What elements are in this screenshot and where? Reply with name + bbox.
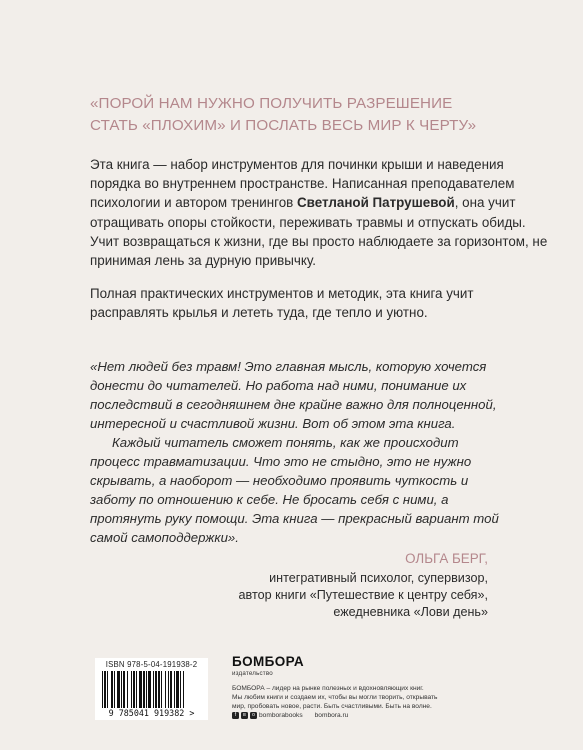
- headline-line-1: «ПОРОЙ НАМ НУЖНО ПОЛУЧИТЬ РАЗРЕШЕНИЕ: [90, 95, 453, 112]
- publisher-site: bombora.ru: [314, 712, 349, 719]
- ok-icon: о: [250, 712, 257, 719]
- publisher-desc-line-3: мир, пробовать новое, расти. Быть счастливыми. Быть на волне.: [232, 703, 432, 710]
- description-paragraph-1: [90, 155, 550, 270]
- quote-paragraph-1: «Нет людей без травм! Это главная мысль, которую хочется донести до читателей. Но работа над ними, понимание их последствий в сегодняшнем дне крайне важно для полноценной, интересной и счастливой жизни. Вот об этом эта книга.: [90, 359, 497, 431]
- description-paragraph-2: Полная практических инструментов и методик, эта книга учит расправлять крылья и лететь туда, где тепло и уютно.: [90, 286, 474, 321]
- publisher-social: [232, 712, 348, 719]
- isbn-text: ISBN 978-5-04-191938-2: [105, 660, 198, 669]
- publisher-desc-line-1: БОМБОРА – лидер на рынке полезных и вдохновляющих книг.: [232, 685, 424, 692]
- facebook-icon: f: [232, 712, 239, 719]
- credential-line-3: ежедневника «Лови день»: [333, 605, 488, 619]
- barcode-number: 9 785041 919382 >: [108, 708, 195, 718]
- publisher-description: [232, 684, 492, 711]
- publisher-desc-line-2: Мы любим книги и создаем их, чтобы вы могли творить, открывать: [232, 694, 438, 701]
- headline-line-2: СТАТЬ «ПЛОХИМ» И ПОСЛАТЬ ВЕСЬ МИР К ЧЕРТУ»: [90, 117, 477, 134]
- publisher-subtitle: издательство: [232, 670, 273, 677]
- barcode-block: [95, 658, 208, 720]
- credential-line-2: автор книги «Путешествие к центру себя»,: [238, 588, 488, 602]
- headline: [90, 93, 560, 137]
- description-text: Эта книга — набор инструментов для починки крыши и наведения порядка во внутреннем пространстве. Написанная преподавателем психологии и автором тренингов: [90, 157, 515, 211]
- testimonial-quote: [90, 357, 510, 547]
- quote-author-name: ОЛЬГА БЕРГ,: [405, 551, 488, 566]
- quote-author-credentials: [239, 570, 488, 621]
- quote-paragraph-2: Каждый читатель сможет понять, как же происходит процесс травматизации. Что это не стыдно, это не нужно скрывать, а наоборот — необходимо проявить чуткость и заботу по отношению к себе. Не бросать себя с ними, а протянуть руку помощи. Эта книга — прекрасный вариант той самой самоподдержки».: [90, 435, 499, 545]
- social-handle: bomborabooks: [259, 712, 303, 719]
- description-text-cont: , она учит отращивать опоры стойкости, переживать травмы и отпускать обиды. Учит возвращаться к жизни, где вы просто наблюдаете за горизонтом, не принимая лень за дурную привычку.: [90, 195, 548, 269]
- credential-line-1: интегративный психолог, супервизор,: [269, 571, 488, 585]
- vk-icon: в: [241, 712, 248, 719]
- author-name-bold: Светланой Патрушевой: [297, 195, 455, 211]
- barcode-icon: [102, 671, 201, 708]
- publisher-logo: БОМБОРА: [232, 654, 305, 669]
